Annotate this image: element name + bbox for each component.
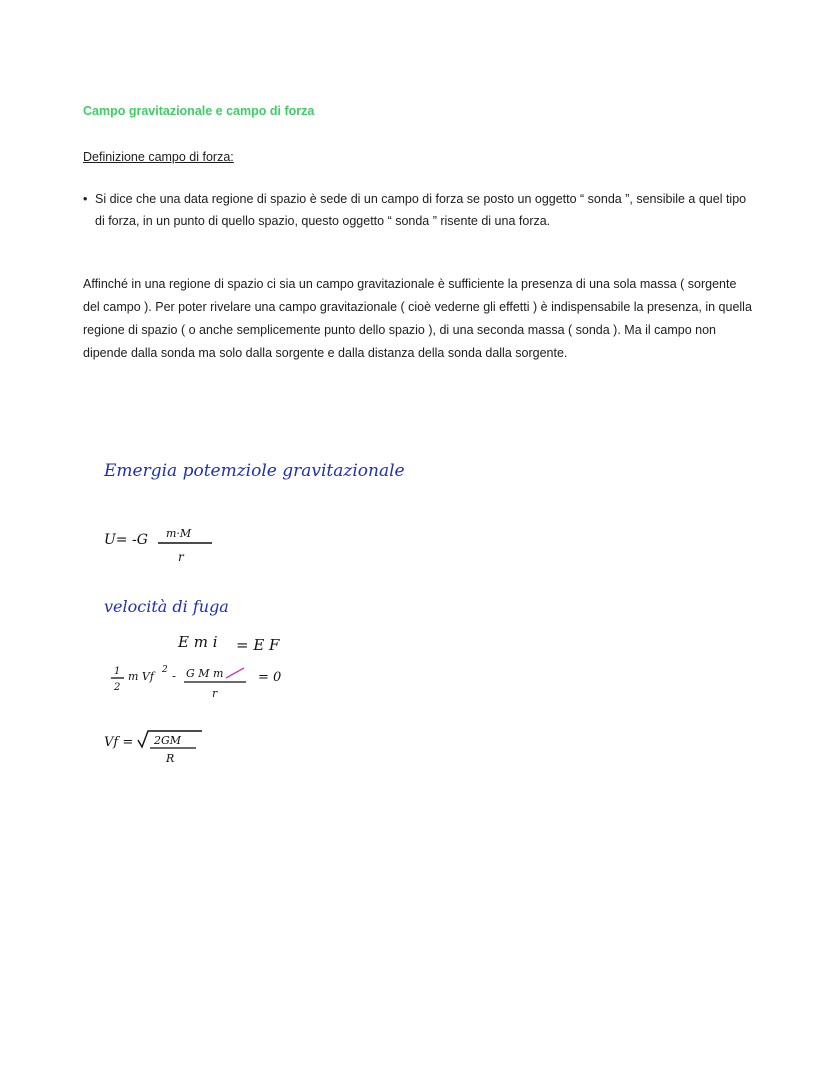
eq-equals-zero: = 0 — [258, 670, 282, 685]
vf-numerator: 2GM — [154, 734, 182, 747]
eq-cancel-mark — [226, 668, 244, 678]
eq-denominator-r: r — [212, 687, 218, 700]
handwritten-heading-energy: Emergia potemziole gravitazionale — [104, 461, 405, 481]
definition-bullet — [83, 188, 753, 232]
handwritten-heading-escape-velocity: velocità di fuga — [104, 597, 229, 616]
eq-half-numerator: 1 — [114, 666, 121, 677]
handwritten-notes — [0, 440, 828, 780]
bullet-text: Si dice che una data regione di spazio è sede di un campo di forza se posto un oggetto “ sonda ”, sensibile a quel tipo di forza, in un punto di quello spazio, questo oggetto “ sonda ” risente di una forza. — [95, 192, 747, 228]
eq-square: 2 — [162, 665, 168, 675]
body-paragraph: Affinché in una regione di spazio ci sia un campo gravitazionale è sufficiente la presenza di una sola massa ( sorgente del campo ). Per poter rivelare una campo gravitazionale ( cioè vederne gli effetti ) è indispensabile la presenza, in quella regione di spazio ( o anche semplicemente punto dello spazio ), di una seconda massa ( sonda ). Ma il campo non dipende dalla sonda ma solo dalla sorgente e dalla distanza della sonda dalla sorgente. — [83, 277, 752, 360]
eq-minus: - — [172, 669, 177, 683]
formula-u-lhs: U= -G — [104, 532, 148, 548]
energy-final: = E F — [236, 636, 280, 654]
formula-u-denominator: r — [178, 550, 184, 564]
vf-lhs: Vf = — [104, 735, 134, 750]
eq-half-denominator: 2 — [114, 682, 121, 693]
formula-u-numerator: m·M — [166, 527, 192, 540]
energy-initial: E m i — [178, 633, 218, 651]
eq-gmm-numerator: G M m — [186, 667, 224, 680]
definition-heading: Definizione campo di forza: — [83, 150, 234, 164]
vf-denominator: R — [166, 752, 175, 765]
page-title: Campo gravitazionale e campo di forza — [83, 104, 315, 118]
eq-m-vf: m Vf — [128, 670, 154, 683]
bullet-dot-icon: • — [83, 192, 88, 206]
